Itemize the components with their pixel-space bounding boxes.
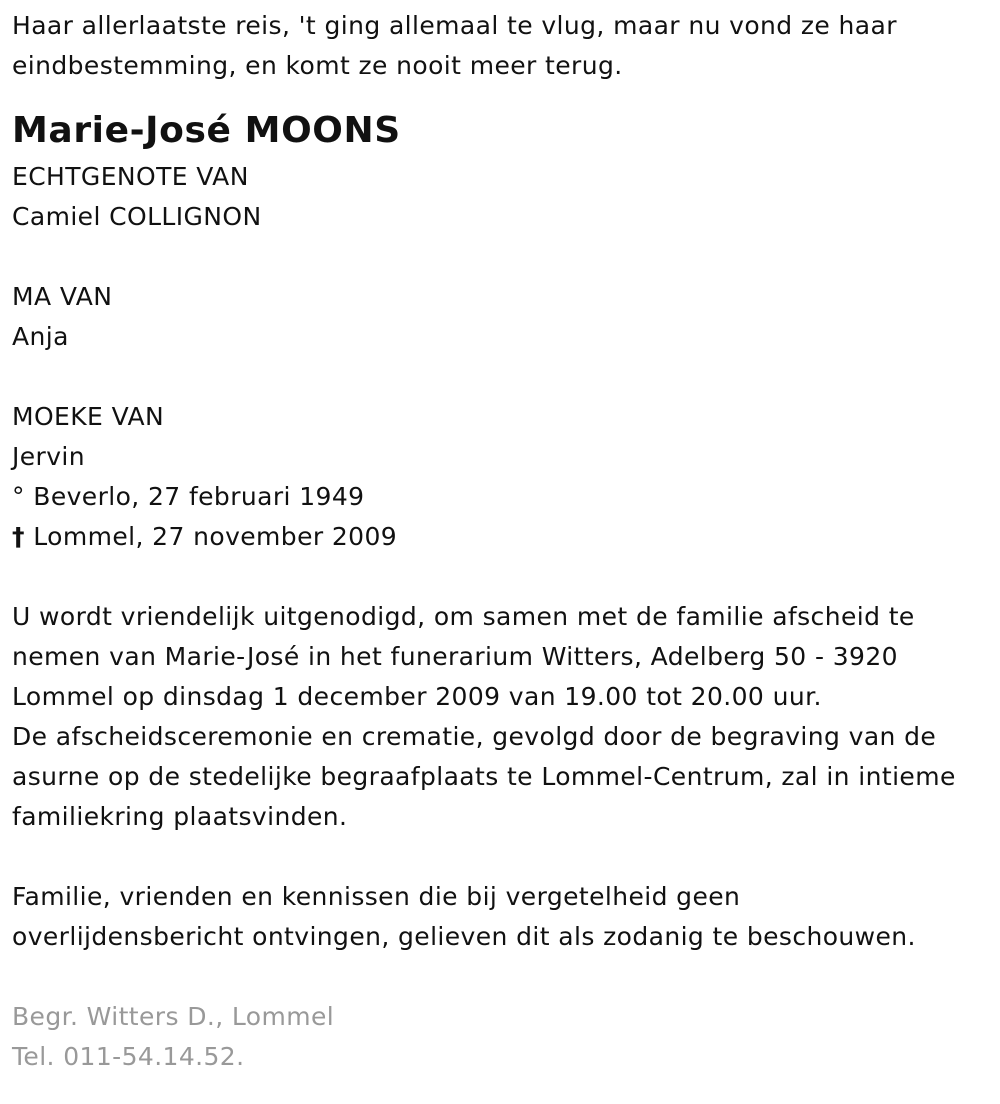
notice-line: overlijdensbericht ontvingen, gelieven dit als zodanig te beschouwen. <box>12 922 916 951</box>
death-text: Lommel, 27 november 2009 <box>33 522 398 551</box>
footer <box>12 997 988 1077</box>
spouse-label: ECHTGENOTE VAN <box>12 162 249 191</box>
birth-line <box>12 477 988 517</box>
spacer <box>12 357 988 397</box>
death-line <box>12 517 988 557</box>
grandchild-name: Jervin <box>12 442 86 471</box>
invitation-line: Lommel op dinsdag 1 december 2009 van 19.00 tot 20.00 uur. <box>12 682 822 711</box>
invitation-paragraph <box>12 597 988 837</box>
opening-quote <box>12 6 988 86</box>
quote-line: Haar allerlaatste reis, 't ging allemaal te vlug, maar nu vond ze haar <box>12 11 897 40</box>
spacer <box>12 957 988 997</box>
invitation-line: familiekring plaatsvinden. <box>12 802 348 831</box>
dates-section <box>12 477 988 557</box>
birth-text: Beverlo, 27 februari 1949 <box>33 482 365 511</box>
quote-line: eindbestemming, en komt ze nooit meer terug. <box>12 51 623 80</box>
spacer <box>12 237 988 277</box>
deceased-name: Marie-José MOONS <box>12 110 401 151</box>
spouse-name: Camiel COLLIGNON <box>12 202 262 231</box>
notice-paragraph <box>12 877 988 957</box>
invitation-line: asurne op de stedelijke begraafplaats te Lommel-Centrum, zal in intieme <box>12 762 956 791</box>
child-name: Anja <box>12 322 69 351</box>
undertaker-name: Begr. Witters D., Lommel <box>12 1002 335 1031</box>
spacer <box>12 837 988 877</box>
invitation-line: nemen van Marie-José in het funerarium Witters, Adelberg 50 - 3920 <box>12 642 898 671</box>
undertaker-phone: Tel. 011-54.14.52. <box>12 1042 245 1071</box>
cross-icon: † <box>12 522 25 551</box>
notice-line: Familie, vrienden en kennissen die bij vergetelheid geen <box>12 882 741 911</box>
grandchild-label: MOEKE VAN <box>12 402 165 431</box>
birth-symbol: ° <box>12 482 25 511</box>
invitation-line: De afscheidsceremonie en crematie, gevolgd door de begraving van de <box>12 722 937 751</box>
invitation-line: U wordt vriendelijk uitgenodigd, om samen met de familie afscheid te <box>12 602 915 631</box>
relations-section <box>12 157 988 477</box>
spacer <box>12 557 988 597</box>
child-label: MA VAN <box>12 282 113 311</box>
